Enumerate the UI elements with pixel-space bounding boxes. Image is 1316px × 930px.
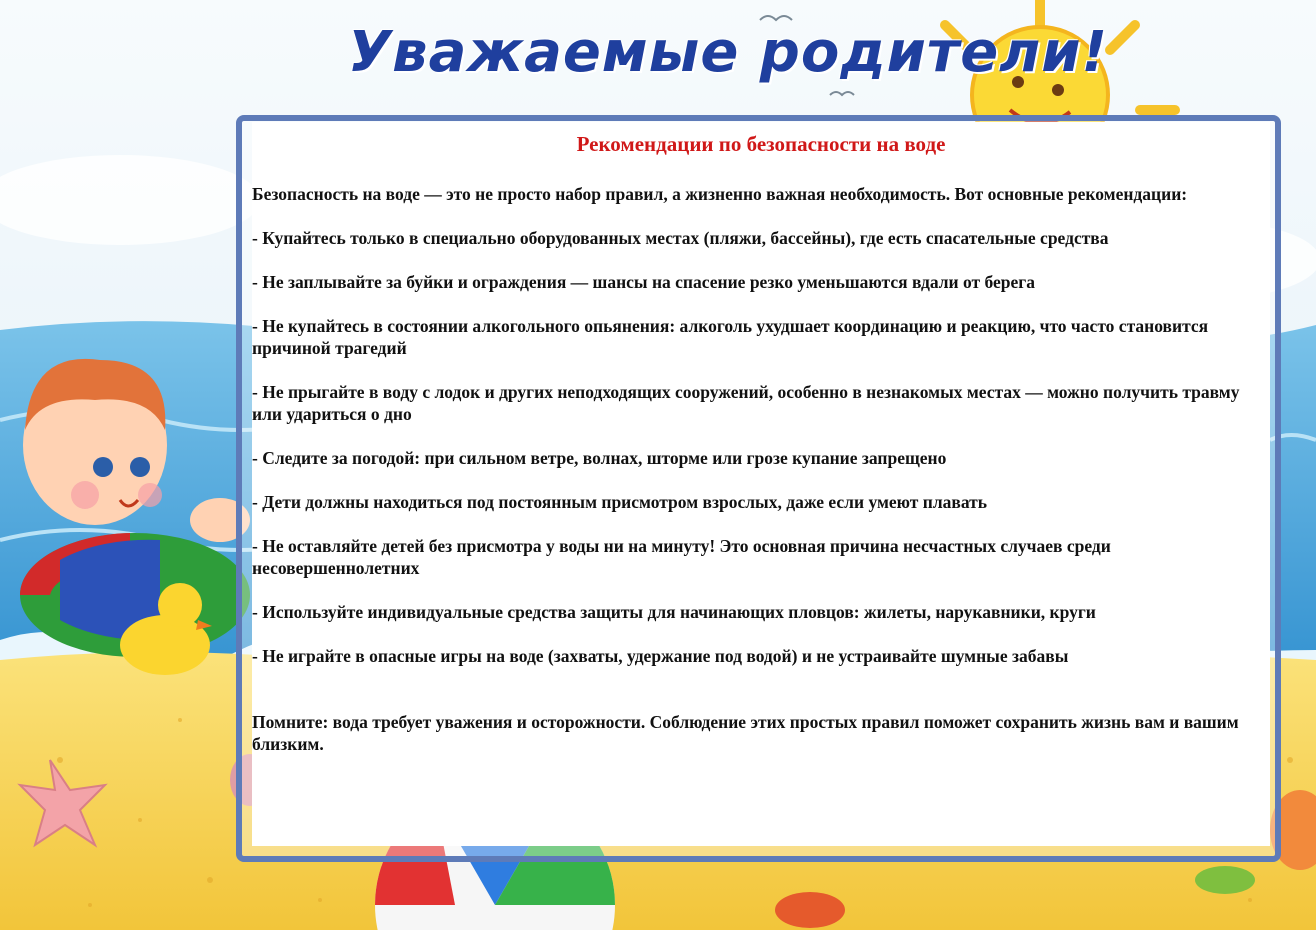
list-item: - Не прыгайте в воду с лодок и других неподходящих сооружений, особенно в незнакомых местах — можно получить травму или удариться о дно: [252, 382, 1240, 424]
article-closing: Помните: вода требует уважения и осторожности. Соблюдение этих простых правил поможет сохранить жизнь вам и вашим близким.: [252, 712, 1239, 754]
article-title: Рекомендации по безопасности на воде: [576, 132, 946, 156]
list-item: - Не заплывайте за буйки и ограждения — шансы на спасение резко уменьшаются вдали от берега: [252, 272, 1035, 292]
list-item: - Купайтесь только в специально оборудованных местах (пляжи, бассейны), где есть спасательные средства: [252, 228, 1109, 248]
list-item: - Не купайтесь в состоянии алкогольного опьянения: алкоголь ухудшает координацию и реакцию, что часто становится причиной трагедий: [252, 316, 1209, 358]
article-intro: Безопасность на воде — это не просто набор правил, а жизненно важная необходимость. Вот основные рекомендации:: [252, 184, 1188, 204]
article-panel: [252, 122, 1270, 846]
list-item: - Дети должны находиться под постоянным присмотром взрослых, даже если умеют плавать: [252, 492, 988, 512]
list-item: - Не оставляйте детей без присмотра у воды ни на минуту! Это основная причина несчастных случаев среди несовершеннолетних: [252, 536, 1111, 578]
list-item: - Используйте индивидуальные средства защиты для начинающих пловцов: жилеты, нарукавники, круги: [252, 602, 1096, 622]
banner-title: Уважаемые родители!: [348, 20, 1109, 85]
list-item: - Следите за погодой: при сильном ветре, волнах, шторме или грозе купание запрещено: [252, 448, 947, 468]
list-item: - Не играйте в опасные игры на воде (захваты, удержание под водой) и не устраивайте шумные забавы: [252, 646, 1069, 666]
